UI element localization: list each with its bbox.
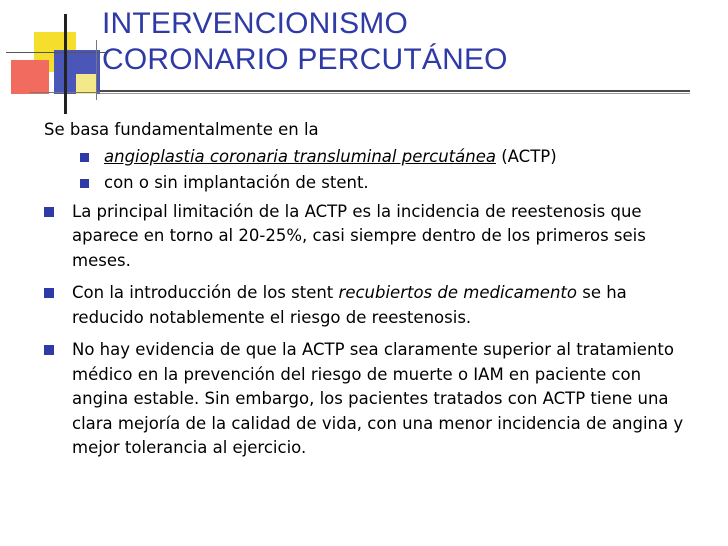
intro-text: Se basa fundamentalmente en la <box>44 120 319 139</box>
bullet-item <box>44 338 684 461</box>
decorative-squares-logo <box>0 0 110 110</box>
sub-bullet-item <box>44 145 684 170</box>
square-bullet-icon <box>80 179 89 188</box>
logo-light-yellow-square <box>76 74 96 94</box>
slide-body <box>44 118 684 469</box>
logo-line <box>96 40 97 100</box>
square-bullet-icon <box>80 153 89 162</box>
square-bullet-icon <box>44 288 54 298</box>
square-bullet-icon <box>44 345 54 355</box>
sub-bullet-item <box>44 171 684 196</box>
sub-bullet-text: con o sin implantación de stent. <box>104 173 369 192</box>
bullet-item <box>44 200 684 274</box>
bullet-text: No hay evidencia de que la ACTP sea claramente superior al tratamiento médico en la prevención del riesgo de muerte o IAM en paciente con angina estable. Sin embargo, los pacientes tratados con ACTP tiene una clara mejoría de la calidad de vida, con una menor incidencia de angina y mejor tolerancia al ejercicio. <box>72 340 684 457</box>
bullet-text: se ha reducido notablemente el riesgo de reestenosis. <box>72 283 627 327</box>
title-underline-shadow <box>100 93 690 94</box>
slide-title-line-2: CORONARIO PERCUTÁNEO <box>102 43 508 76</box>
sub-bullet-emphasis: angioplastia coronaria transluminal percutánea <box>104 146 496 166</box>
bullet-text: Con la introducción de los stent <box>72 283 339 302</box>
logo-line <box>6 52 106 53</box>
bullet-emphasis: recubiertos de medicamento <box>338 283 577 302</box>
logo-line <box>64 14 67 114</box>
logo-red-square <box>11 60 49 94</box>
slide-title-line-1: INTERVENCIONISMO <box>102 7 409 40</box>
title-underline <box>100 90 690 92</box>
bullet-item <box>44 281 684 330</box>
slide-title <box>102 6 662 78</box>
sub-bullet-text: (ACTP) <box>496 146 557 166</box>
bullet-text: La principal limitación de la ACTP es la incidencia de reestenosis que aparece en torno al 20-25%, casi siempre dentro de los primeros seis meses. <box>72 201 646 270</box>
square-bullet-icon <box>44 207 54 217</box>
